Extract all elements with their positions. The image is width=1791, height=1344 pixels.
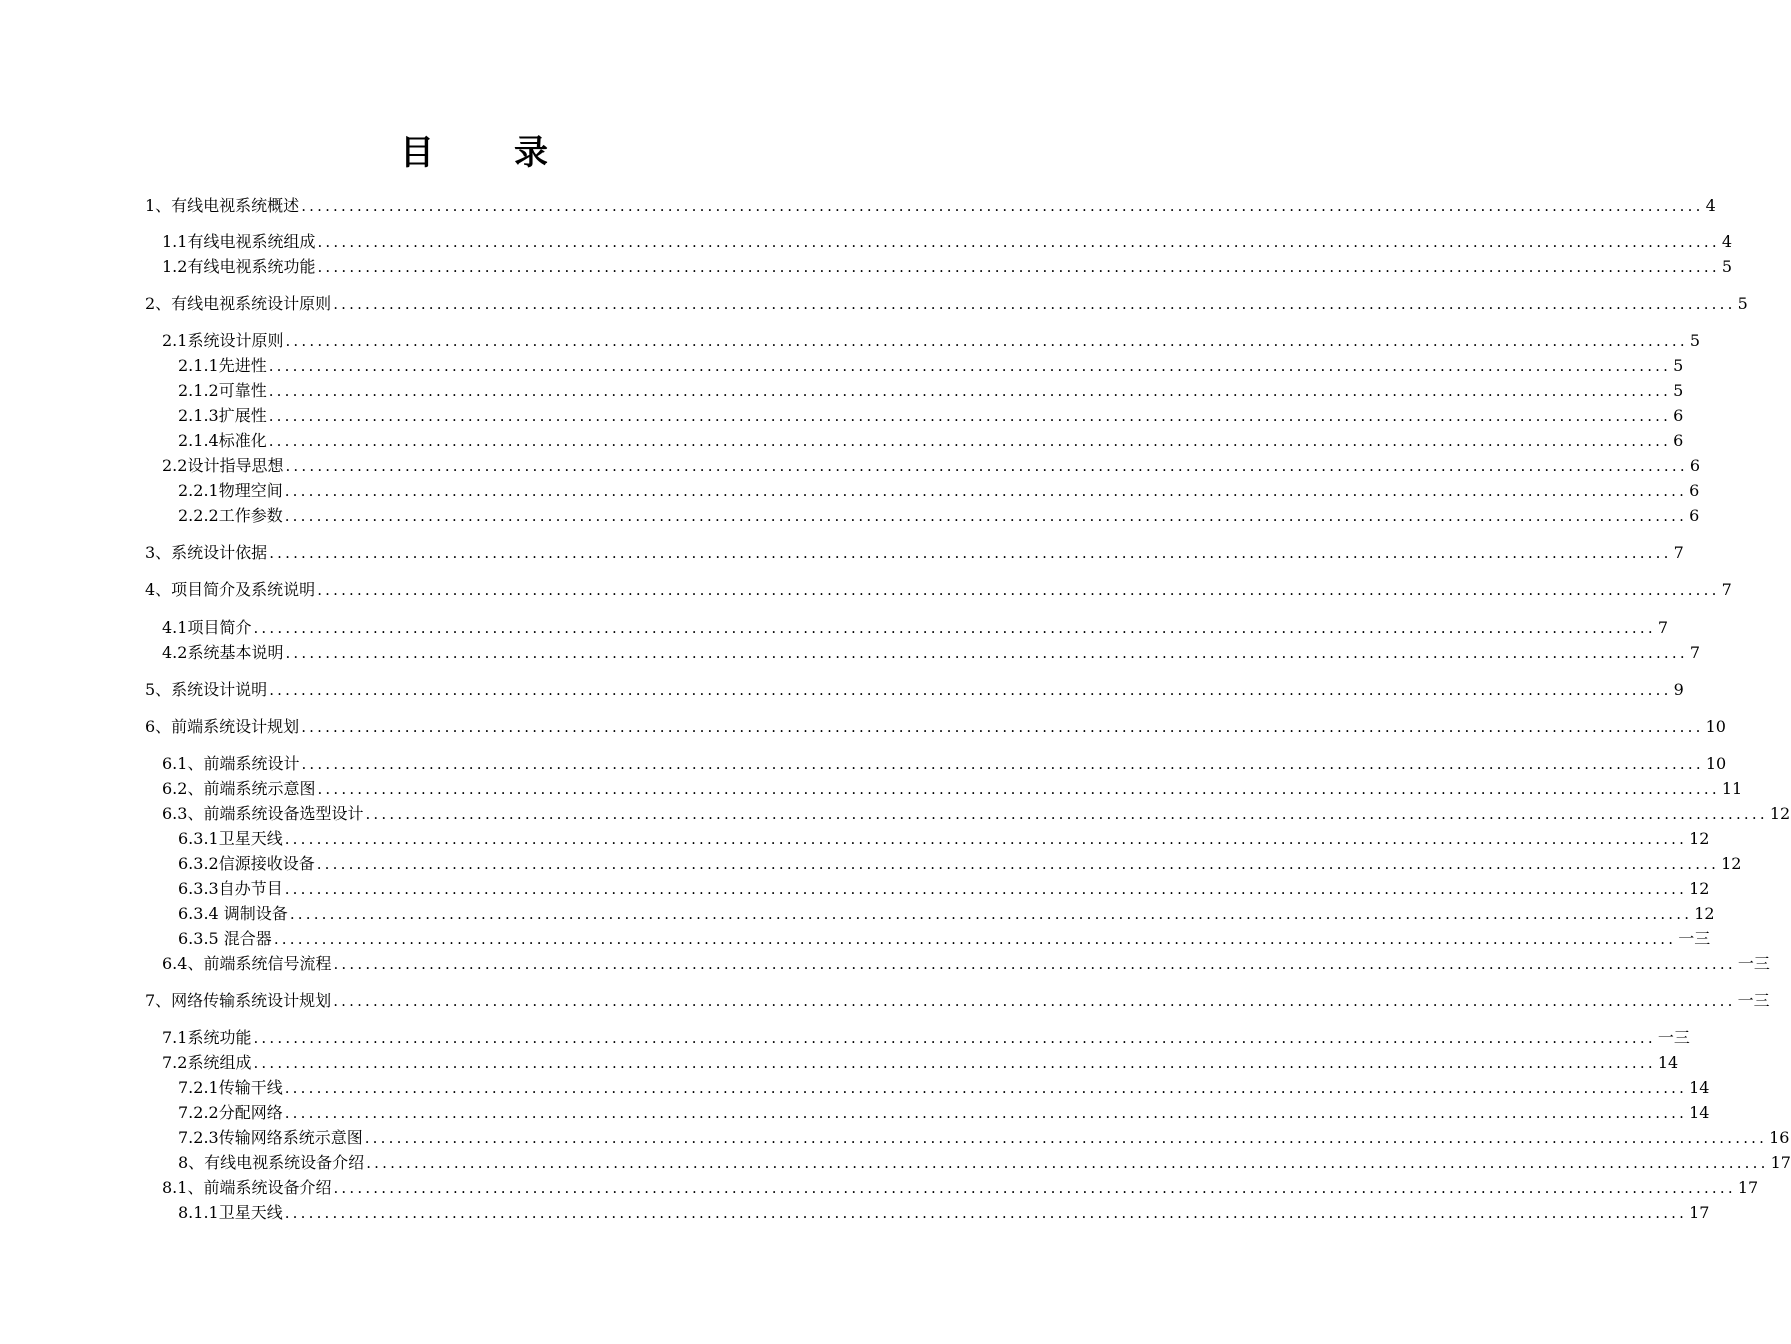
toc-entry-page: 12 <box>1689 829 1710 848</box>
toc-leader: ................................................................................................................................................................................ <box>284 507 1688 525</box>
toc-leader: ................................................................................................................................................................................ <box>284 1079 1688 1097</box>
toc-entry[interactable] <box>162 330 1701 352</box>
toc-entry[interactable] <box>162 778 1743 800</box>
toc-leader: ................................................................................................................................................................................ <box>285 332 1688 350</box>
toc-leader: ................................................................................................................................................................................ <box>253 1054 1656 1072</box>
toc-entry-label: 7.2.3传输网络系统示意图 <box>178 1128 363 1147</box>
toc-entry[interactable] <box>178 878 1710 900</box>
toc-leader: ................................................................................................................................................................................ <box>273 930 1677 948</box>
toc-leader: ................................................................................................................................................................................ <box>268 432 1672 450</box>
toc-entry-page: 14 <box>1689 1078 1710 1097</box>
toc-entry-label: 5、系统设计说明 <box>145 680 268 699</box>
toc-entry-label: 6.3.4 调制设备 <box>178 904 288 923</box>
toc-entry-label: 2.2.2工作参数 <box>178 506 283 525</box>
toc-entry[interactable] <box>162 1177 1759 1199</box>
toc-entry[interactable] <box>145 716 1726 738</box>
toc-entry-label: 2.1.4标准化 <box>178 431 267 450</box>
toc-leader: ................................................................................................................................................................................ <box>284 482 1688 500</box>
toc-entry-page: 5 <box>1737 294 1748 313</box>
toc-entry-page: 7 <box>1689 643 1701 662</box>
toc-entry[interactable] <box>178 480 1700 502</box>
title-char-2: 录 <box>514 133 550 173</box>
toc-entry-page: 12 <box>1689 879 1710 898</box>
toc-leader: ................................................................................................................................................................................ <box>284 1104 1688 1122</box>
toc-entry[interactable] <box>178 1077 1710 1099</box>
toc-leader: ................................................................................................................................................................................ <box>364 1129 1768 1147</box>
toc-entry-page: 一三 <box>1737 991 1770 1010</box>
toc-entry-label: 1、有线电视系统概述 <box>145 196 300 215</box>
toc-entry-label: 7.1系统功能 <box>162 1028 252 1047</box>
toc-leader: ................................................................................................................................................................................ <box>268 382 1672 400</box>
toc-leader: ................................................................................................................................................................................ <box>317 233 1720 251</box>
toc-entry-page: 5 <box>1673 381 1684 400</box>
toc-entry[interactable] <box>178 505 1700 527</box>
toc-entry[interactable] <box>162 753 1727 775</box>
toc-leader: ................................................................................................................................................................................ <box>333 295 1736 313</box>
toc-leader: ................................................................................................................................................................................ <box>317 780 1720 798</box>
title-char-1: 目 <box>400 133 436 173</box>
toc-leader: ................................................................................................................................................................................ <box>333 955 1736 973</box>
toc-entry-page: 17 <box>1770 1153 1791 1172</box>
toc-entry-label: 2.2.1物理空间 <box>178 481 283 500</box>
toc-leader: ................................................................................................................................................................................ <box>366 1154 1769 1172</box>
toc-entry[interactable] <box>178 853 1742 875</box>
toc-entry-page: 9 <box>1673 680 1684 699</box>
toc-entry[interactable] <box>178 903 1715 925</box>
toc-entry-label: 6.3.5 混合器 <box>178 929 272 948</box>
toc-entry-page: 一三 <box>1737 954 1770 973</box>
toc-leader: ................................................................................................................................................................................ <box>268 407 1672 425</box>
toc-entry[interactable] <box>162 256 1733 278</box>
toc-entry[interactable] <box>178 928 1711 950</box>
toc-entry-page: 10 <box>1705 754 1727 773</box>
toc-entry-label: 7、网络传输系统设计规划 <box>145 991 332 1010</box>
toc-entry-label: 2、有线电视系统设计原则 <box>145 294 332 313</box>
toc-entry[interactable] <box>162 953 1770 975</box>
toc-entry-label: 2.2设计指导思想 <box>162 456 284 475</box>
toc-entry-page: 11 <box>1721 779 1743 798</box>
toc-leader: ................................................................................................................................................................................ <box>301 197 1704 215</box>
toc-leader: ................................................................................................................................................................................ <box>268 357 1672 375</box>
toc-entry-label: 4、项目简介及系统说明 <box>145 580 316 599</box>
toc-entry[interactable] <box>162 803 1791 825</box>
toc-entry[interactable] <box>162 1052 1679 1074</box>
toc-entry[interactable] <box>178 1152 1791 1174</box>
toc-leader: ................................................................................................................................................................................ <box>301 718 1704 736</box>
toc-entry-label: 2.1.2可靠性 <box>178 381 267 400</box>
toc-entry[interactable] <box>178 355 1684 377</box>
toc-entry-page: 17 <box>1737 1178 1759 1197</box>
toc-entry-label: 8、有线电视系统设备介绍 <box>178 1153 365 1172</box>
toc-entry-page: 7 <box>1657 618 1669 637</box>
toc-leader: ................................................................................................................................................................................ <box>285 644 1688 662</box>
toc-leader: ................................................................................................................................................................................ <box>317 581 1720 599</box>
toc-entry-label: 4.1项目简介 <box>162 618 252 637</box>
toc-entry-label: 6、前端系统设计规划 <box>145 717 300 736</box>
toc-entry-label: 2.1.1先进性 <box>178 356 267 375</box>
toc-entry-label: 1.1有线电视系统组成 <box>162 232 316 251</box>
toc-entry-page: 10 <box>1705 717 1726 736</box>
toc-entry-page: 14 <box>1689 1103 1710 1122</box>
toc-entry-label: 6.2、前端系统示意图 <box>162 779 316 798</box>
toc-entry-label: 6.1、前端系统设计 <box>162 754 300 773</box>
toc-entry-page: 12 <box>1694 904 1715 923</box>
toc-entry[interactable] <box>178 405 1684 427</box>
toc-entry[interactable] <box>178 1127 1790 1149</box>
toc-entry-page: 5 <box>1721 257 1733 276</box>
toc-entry-page: 14 <box>1657 1053 1679 1072</box>
toc-entry-label: 7.2系统组成 <box>162 1053 252 1072</box>
toc-leader: ................................................................................................................................................................................ <box>333 992 1736 1010</box>
toc-entry-label: 6.3、前端系统设备选型设计 <box>162 804 364 823</box>
toc-leader: ................................................................................................................................................................................ <box>317 258 1720 276</box>
toc-entry[interactable] <box>178 430 1684 452</box>
toc-entry-page: 4 <box>1721 232 1733 251</box>
toc-entry[interactable] <box>178 828 1710 850</box>
toc-entry[interactable] <box>145 293 1748 315</box>
toc-entry[interactable] <box>145 990 1770 1012</box>
toc-entry-page: 5 <box>1689 331 1701 350</box>
toc-entry-page: 4 <box>1705 196 1716 215</box>
toc-entry-page: 17 <box>1689 1203 1710 1222</box>
toc-entry-page: 6 <box>1673 406 1684 425</box>
toc-entry-page: 一三 <box>1657 1028 1690 1047</box>
toc-entry[interactable] <box>162 1027 1690 1049</box>
toc-entry[interactable] <box>145 679 1684 701</box>
toc-entry-label: 2.1.3扩展性 <box>178 406 267 425</box>
toc-entry[interactable] <box>145 579 1732 601</box>
toc-leader: ................................................................................................................................................................................ <box>253 1029 1656 1047</box>
toc-entry-page: 一三 <box>1678 929 1711 948</box>
toc-entry-label: 6.3.2信源接收设备 <box>178 854 315 873</box>
toc-entry[interactable] <box>145 542 1684 564</box>
toc-entry-label: 8.1.1卫星天线 <box>178 1203 283 1222</box>
toc-entry-label: 6.4、前端系统信号流程 <box>162 954 332 973</box>
toc-entry-page: 6 <box>1689 481 1700 500</box>
toc-entry[interactable] <box>178 380 1684 402</box>
toc-entry[interactable] <box>162 231 1733 253</box>
toc-entry-label: 7.2.1传输干线 <box>178 1078 283 1097</box>
toc-leader: ................................................................................................................................................................................ <box>284 1204 1688 1222</box>
toc-entry-page: 6 <box>1673 431 1684 450</box>
toc-leader: ................................................................................................................................................................................ <box>333 1179 1736 1197</box>
toc-leader: ................................................................................................................................................................................ <box>269 681 1672 699</box>
toc-entry-label: 7.2.2分配网络 <box>178 1103 283 1122</box>
toc-entry-label: 3、系统设计依据 <box>145 543 268 562</box>
toc-leader: ................................................................................................................................................................................ <box>316 855 1720 873</box>
toc-entry[interactable] <box>178 1102 1710 1124</box>
toc-leader: ................................................................................................................................................................................ <box>289 905 1693 923</box>
toc-entry-page: 7 <box>1673 543 1684 562</box>
toc-leader: ................................................................................................................................................................................ <box>269 544 1672 562</box>
toc-entry-page: 7 <box>1721 580 1732 599</box>
toc-entry-page: 12 <box>1769 804 1791 823</box>
toc-entry-page: 5 <box>1673 356 1684 375</box>
toc-entry[interactable] <box>162 617 1669 639</box>
toc-entry-page: 16 <box>1769 1128 1790 1147</box>
toc-entry-page: 6 <box>1689 456 1701 475</box>
toc-entry-page: 12 <box>1721 854 1742 873</box>
toc-leader: ................................................................................................................................................................................ <box>284 880 1688 898</box>
toc-entry-label: 6.3.3自办节目 <box>178 879 283 898</box>
toc-entry-label: 8.1、前端系统设备介绍 <box>162 1178 332 1197</box>
toc-leader: ................................................................................................................................................................................ <box>365 805 1768 823</box>
toc-leader: ................................................................................................................................................................................ <box>301 755 1704 773</box>
toc-entry-label: 4.2系统基本说明 <box>162 643 284 662</box>
toc-entry[interactable] <box>162 642 1701 664</box>
toc-leader: ................................................................................................................................................................................ <box>253 619 1656 637</box>
toc-entry-label: 2.1系统设计原则 <box>162 331 284 350</box>
toc-entry[interactable] <box>162 455 1701 477</box>
toc-entry-label: 6.3.1卫星天线 <box>178 829 283 848</box>
toc-entry[interactable] <box>145 195 1716 217</box>
toc-entry-label: 1.2有线电视系统功能 <box>162 257 316 276</box>
toc-entry-page: 6 <box>1689 506 1700 525</box>
toc-entry[interactable] <box>178 1202 1710 1224</box>
toc-leader: ................................................................................................................................................................................ <box>285 457 1688 475</box>
toc-leader: ................................................................................................................................................................................ <box>284 830 1688 848</box>
